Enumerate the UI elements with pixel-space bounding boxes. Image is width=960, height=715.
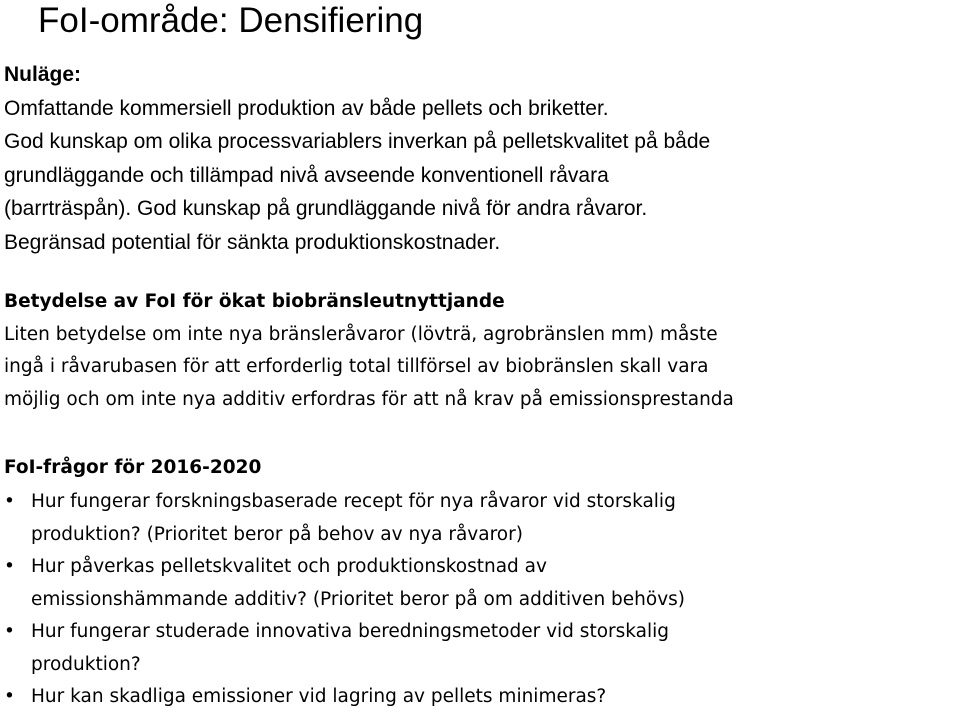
research-questions-list (4, 486, 959, 714)
bullet-icon: • (4, 686, 15, 707)
bullet-icon: • (4, 621, 15, 642)
list-item-line: Hur fungerar forskningsbaserade recept för nya råvaror vid storskalig (31, 491, 676, 512)
bullet-icon: • (4, 556, 15, 577)
current-status-line: Omfattande kommersiell produktion av både pellets och briketter. (4, 96, 609, 120)
current-status-line: God kunskap om olika processvariablers inverkan på pelletskvalitet på både (4, 130, 711, 153)
significance-line: Liten betydelse om inte nya bränsleråvaror (lövträ, agrobränslen mm) måste (4, 323, 718, 345)
list-item-line: produktion? (31, 653, 141, 675)
list-item (4, 551, 959, 616)
list-item-line: Hur fungerar studerade innovativa beredningsmetoder vid storskalig (31, 621, 670, 642)
list-item-line: emissionshämmande additiv? (Prioritet beror på om additiven behövs) (31, 588, 686, 610)
list-item (4, 486, 959, 551)
list-item (4, 616, 959, 681)
significance-line: möjlig och om inte nya additiv erfordras för att nå krav på emissionsprestanda (4, 388, 734, 410)
list-item-line: produktion? (Prioritet beror på behov av nya råvaror) (31, 523, 523, 545)
current-status-section (4, 58, 959, 259)
significance-section (4, 286, 959, 416)
current-status-line: grundläggande och tillämpad nivå avseende konventionell råvara (4, 163, 609, 187)
list-item-line: Hur kan skadliga emissioner vid lagring av pellets minimeras? (31, 686, 607, 707)
research-questions-heading: FoI-frågor för 2016-2020 (4, 457, 262, 478)
bullet-icon: • (4, 491, 15, 512)
significance-line: ingå i råvarubasen för att erforderlig total tillförsel av biobränslen skall vara (4, 356, 709, 377)
research-questions-heading-block (4, 452, 959, 485)
current-status-line: Begränsad potential för sänkta produktionskostnader. (4, 230, 501, 254)
current-status-line: (barrträspån). God kunskap på grundläggande nivå för andra råvaror. (4, 197, 648, 220)
significance-heading: Betydelse av FoI för ökat biobränsleutnyttjande (4, 291, 505, 312)
list-item-line: Hur påverkas pelletskvalitet och produktionskostnad av (31, 556, 547, 577)
current-status-heading: Nuläge: (4, 63, 82, 86)
list-item (4, 681, 959, 714)
slide-title: FoI-område: Densifiering (38, 1, 424, 40)
